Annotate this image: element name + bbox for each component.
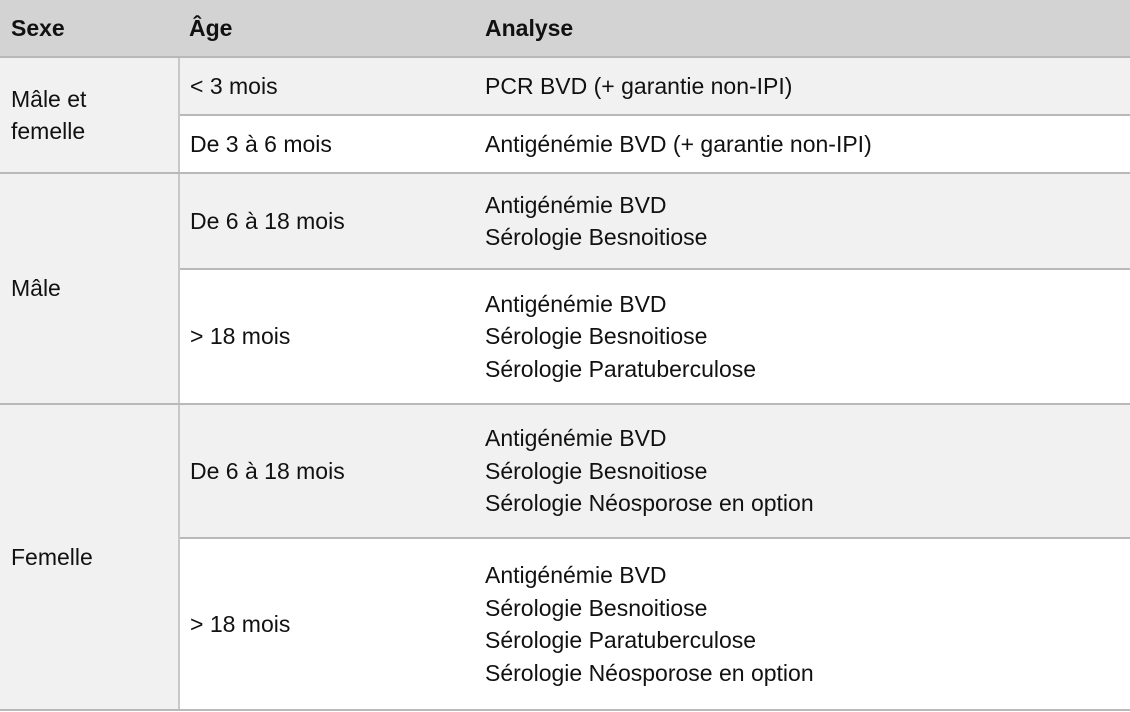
analyse-line: PCR BVD (+ garantie non-IPI) [485,72,793,99]
sexe-cell [0,57,179,173]
sexe-cell [0,173,179,404]
sexe-label-line: Mâle [11,275,61,302]
analyse-line: Antigénémie BVD (+ garantie non-IPI) [485,130,872,157]
sexe-label-line: Femelle [11,543,93,570]
analyse-line: Antigénémie BVD [485,562,667,588]
header-row [0,0,1130,57]
analyse-line: Antigénémie BVD [485,425,667,452]
analyse-line: Sérologie Besnoitiose [485,323,708,350]
sexe-cell [0,404,179,710]
analyse-cell [475,115,1130,173]
analyse-line: Sérologie Néosporose en option [485,490,814,517]
analyse-line: Antigénémie BVD [485,191,667,218]
header-analyse: Analyse [475,0,1130,57]
analyse-cell [475,269,1130,404]
analyse-line: Sérologie Paratuberculose [485,627,757,653]
analyse-line: Sérologie Paratuberculose [485,355,757,382]
analyse-cell [475,173,1130,269]
age-cell: De 3 à 6 mois [179,115,475,173]
analyse-cell [475,404,1130,538]
analyse-line: Antigénémie BVD [485,290,667,317]
age-cell: > 18 mois [179,538,475,710]
analyse-cell [475,538,1130,710]
age-cell: < 3 mois [179,57,475,115]
analyse-line: Sérologie Besnoitiose [485,594,708,621]
age-cell: > 18 mois [179,269,475,404]
sexe-label-line: femelle [11,118,86,144]
header-sexe: Sexe [0,0,179,57]
table-row [0,173,1130,269]
sexe-label-line: Mâle et [11,85,87,112]
age-cell: De 6 à 18 mois [179,173,475,269]
table-row [0,404,1130,538]
analyse-cell [475,57,1130,115]
analyse-line: Sérologie Besnoitiose [485,457,708,484]
analyse-line: Sérologie Besnoitiose [485,224,708,250]
table-row [0,57,1130,115]
analyse-line: Sérologie Néosporose en option [485,659,814,686]
age-cell: De 6 à 18 mois [179,404,475,538]
header-age: Âge [179,0,475,57]
